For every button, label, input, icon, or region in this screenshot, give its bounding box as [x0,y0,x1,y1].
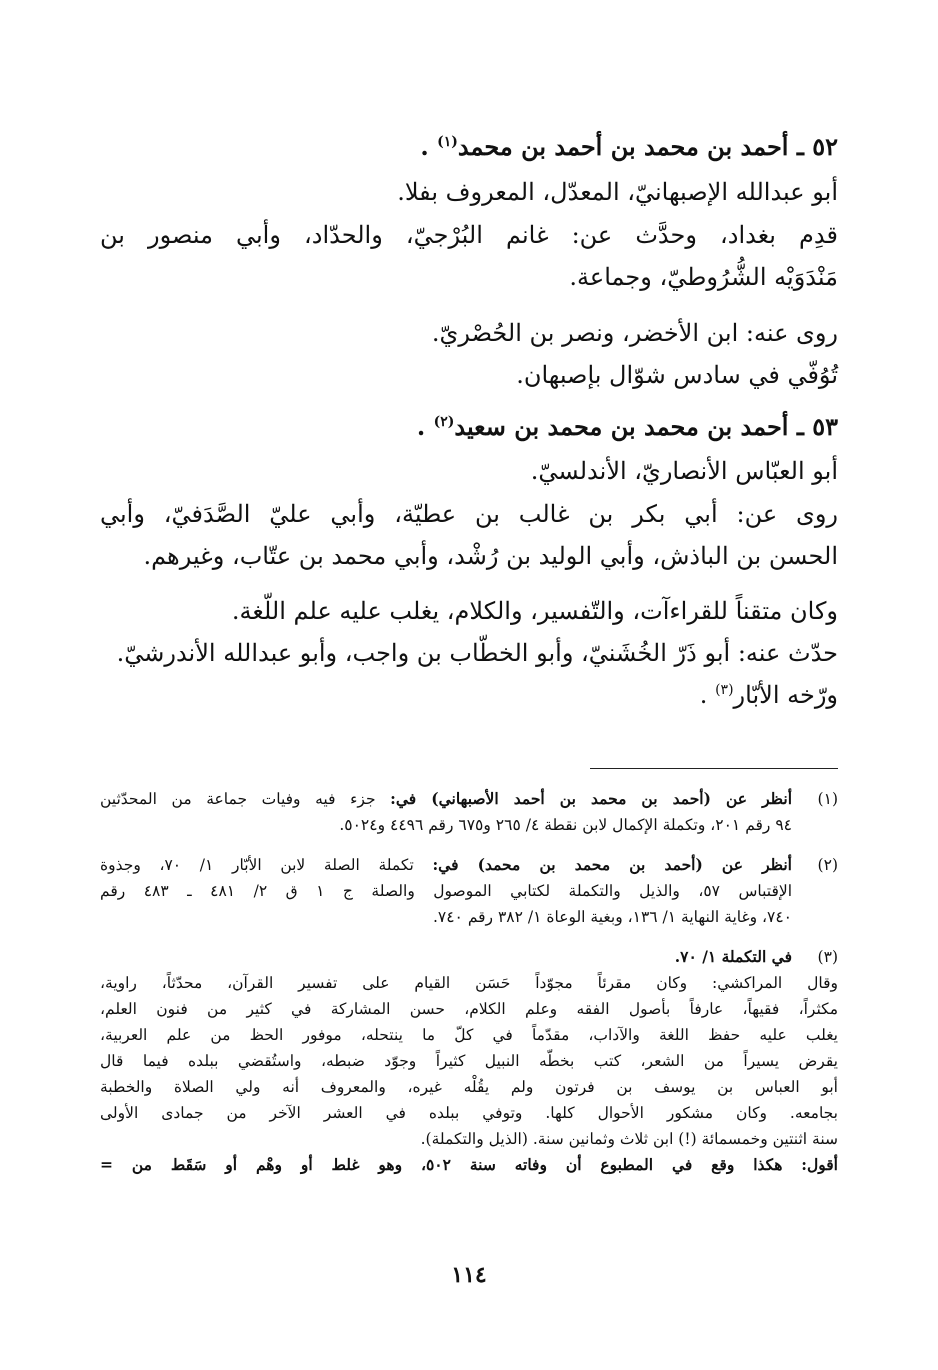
entry-line: وكان متقناً للقراءآت، والتّفسير، والكلام، يغلب عليه علم اللّغة. [231,597,838,625]
heading-end: . [420,132,429,161]
entry-line-text: ورّخه الأبّار [733,681,838,709]
entry-52-heading [100,130,838,164]
footnote-3 [100,944,838,1178]
footnote-number: (٢) [817,856,838,874]
entry-line: الحسن بن الباذش، وأبي الوليد بن رُشْد، وأبي محمد بن عتّاب، وغيرهم. [143,542,838,570]
entry-line: أبو عبدالله الإصبهانيّ، المعدّل، المعروف بفلا. [397,178,838,206]
footnote-number: (١) [817,790,838,808]
footnote-line: يقرض يسيراً من الشعر، كتب بخطّه النبيل كثيراً وجوّد ضبطه، واستُقضي ببلده فيما قال [100,1052,838,1070]
entry-line: حدّث عنه: أبو ذَرّ الخُشَنيّ، وأبو الخطّاب بن واجب، وأبو عبدالله الأندرشيّ. [116,639,838,667]
line-end: . [699,681,708,709]
footnote-ref: (٢) [433,414,455,430]
footnote-line: ٧٤٠، وغاية النهاية ١/ ١٣٦، وبغية الوعاة ١/ ٣٨٢ رقم ٧٤٠. [432,908,792,926]
page-number: ١١٤ [451,1262,487,1288]
entry-line: روى عنه: ابن الأخضر، ونصر بن الحُصْريّ. [431,319,838,347]
heading-end: . [416,412,426,441]
entry-line: مَنْدَوَيْه الشُّرُوطيّ، وجماعة. [569,263,838,291]
footnote-line: أقول: هكذا وقع في المطبوع أن وفاته سنة ٥٠٢، وهو غلط أو وهْم أو سَقَط من = [100,1155,838,1174]
footnote-text: تكملة الصلة لابن الأبّار ١/ ٧٠، وجذوة [100,856,414,874]
footnote-lead: أنظر عن (أحمد بن محمد بن أحمد الأصبهاني) في: [390,789,792,808]
footnote-line [100,852,792,878]
entry-53-heading [100,410,838,444]
entry-line: قدِم بغداد، وحدَّث عن: غانم البُرْجيّ، والحدّاد، وأبي منصور بن [100,221,838,249]
footnote-line: أبو العباس بن يوسف بن فرتون ولم يقُلْه غيره، والمعروف أنه ولي الصلاة والخطبة [100,1078,838,1096]
footnote-line: بجامعه. وكان مشكور الأحوال كلها. وتوفي ببلده في العشر الآخر من جمادى الأولى [100,1104,838,1122]
footnote-ref: (١) [437,134,458,150]
entry-line: تُوُفّي في سادس شوّال بإصبهان. [516,361,838,389]
entry-line: روى عن: أبي بكر بن غالب بن عطيّة، وأبي عليّ الصَّدَفيّ، وأبي [100,500,838,528]
footnote-line [100,786,792,812]
footnote-line: يغلب عليه حفظ اللغة والآداب، مقدّماً في كلّ ما ينتحله، موفور الحظ من علم العربية، [100,1026,838,1044]
entry-line: أبو العبّاس الأنصاريّ، الأندلسيّ. [530,457,838,485]
footnote-ref: (٣) [715,682,734,698]
footnote-1 [100,786,838,838]
footnote-line: مكثراً، فقيهاً، عارفاً بأصول الفقه وعلم الكلام، حسن المشاركة في كثير من فنون العلم، [100,1000,838,1018]
entry-line-last [100,678,838,712]
footnote-2 [100,852,838,930]
footnote-line: وقال المراكشي: وكان مقرئاً مجوّداً حَسَن القيام على تفسير القرآن، محدّثاً، راوية، [100,974,838,992]
footnote-separator [590,768,838,769]
footnote-line: الإقتباس ٥٧، والذيل والتكملة لكتابي الموصول والصلة ج ١ ق ٢/ ٤٨١ ـ ٤٨٣ رقم [100,882,793,900]
footnote-lead: أنظر عن (أحمد بن محمد بن محمد) في: [432,855,792,874]
footnote-line: ٩٤ رقم ٢٠١، وتكملة الإكمال لابن نقطة ٤/ ٢٦٥ و٦٧٥ رقم ٤٤٩٦ و٥٠٢٤. [339,816,792,834]
entry-heading-text: ٥٣ ـ أحمد بن محمد بن محمد بن سعيد [454,412,838,441]
footnote-line: سنة اثنتين وخمسمائة (!) ابن ثلاث وثمانين سنة. (الذيل والتكملة). [420,1130,838,1148]
entry-heading-text: ٥٢ ـ أحمد بن محمد بن أحمد بن محمد [457,132,838,161]
footnote-number: (٣) [817,948,838,966]
footnote-line: في التكملة ١/ ٧٠. [674,947,792,966]
footnote-text: جزء فيه وفيات جماعة من المحدّثين [100,790,376,808]
